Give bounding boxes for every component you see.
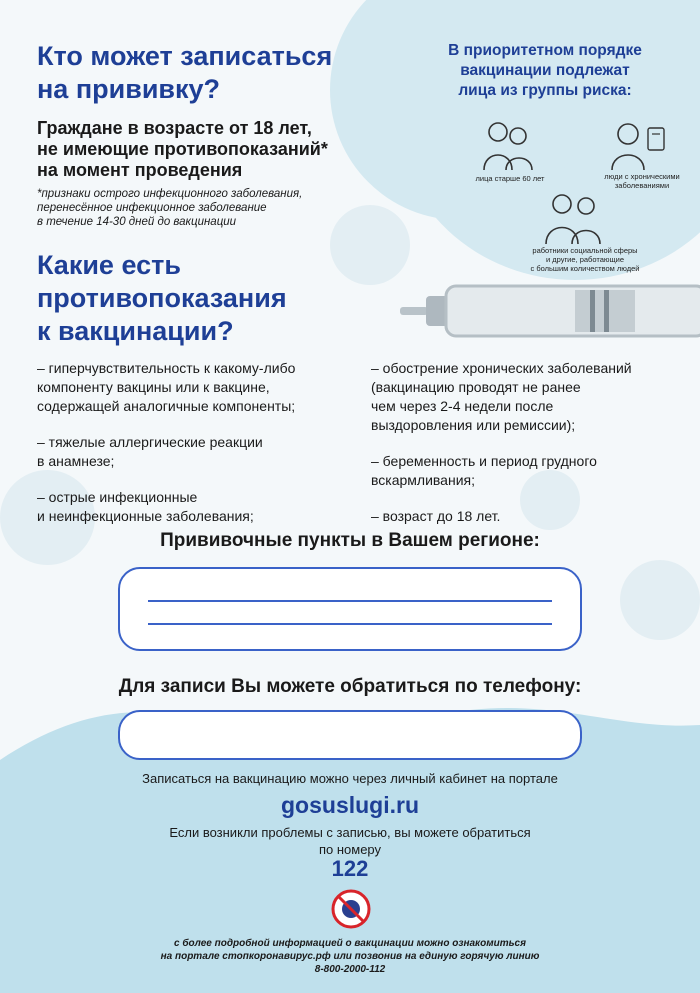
who-footnote: *признаки острого инфекционного заболевания, перенесённое инфекционное заболевание в течение 14-30 дней до вакцинации	[37, 188, 303, 228]
portal-link[interactable]: gosuslugi.ru	[281, 792, 419, 818]
contra-list-left	[37, 359, 357, 543]
person-with-pills-icon	[608, 118, 668, 172]
group-social-label: работники социальной сферы и другие, работающие с большим количеством людей	[530, 246, 640, 273]
elderly-couple-icon	[478, 118, 538, 172]
group-chronic-label: люди с хроническими заболеваниями	[604, 172, 680, 190]
phone-heading: Для записи Вы можете обратиться по телефону:	[118, 676, 582, 697]
contra-item: – тяжелые аллергические реакции в анамнезе;	[37, 434, 263, 469]
social-workers-icon	[540, 190, 610, 246]
points-field[interactable]	[118, 567, 582, 651]
syringe-illustration	[400, 278, 700, 344]
contra-item: – острые инфекционные и неинфекционные заболевания;	[37, 489, 254, 524]
footer-info: с более подробной информацией о вакцинации можно ознакомиться на портале стопкоронавирус.рф или позвонив на единую горячую линию 8-800-2000-112	[160, 938, 540, 975]
contra-list-right	[371, 359, 681, 543]
who-subtitle: Граждане в возрасте от 18 лет, не имеющие противопоказаний* на момент проведения	[37, 118, 328, 180]
contra-item: – беременность и период грудного вскармливания;	[371, 453, 597, 488]
problems-text: Если возникли проблемы с записью, вы можете обратиться по номеру	[169, 825, 531, 857]
contra-item: – обострение хронических заболеваний (вакцинацию проводят не ранее чем через 2-4 недели после выздоровления или ремиссии);	[371, 360, 632, 433]
phone-field[interactable]	[118, 710, 582, 760]
group-elderly-label: лица старше 60 лет	[475, 174, 545, 183]
who-title: Кто может записаться на прививку?	[37, 41, 333, 104]
contra-item: – возраст до 18 лет.	[371, 508, 501, 524]
priority-heading: В приоритетном порядке вакцинации подлежат лица из группы риска:	[448, 42, 642, 99]
contra-title: Какие есть противопоказания к вакцинации?	[37, 250, 287, 346]
virus-decoration	[620, 560, 700, 640]
points-heading: Прививочные пункты в Вашем регионе:	[160, 530, 540, 551]
hotline-number: 122	[331, 856, 369, 881]
portal-text: Записаться на вакцинацию можно через личный кабинет на портале	[142, 771, 558, 786]
stop-coronavirus-icon	[331, 889, 371, 929]
points-line	[148, 600, 552, 602]
contra-item: – гиперчувствительность к какому-либо компоненту вакцины или к вакцине, содержащей аналогичные компоненты;	[37, 360, 296, 414]
points-line	[148, 623, 552, 625]
